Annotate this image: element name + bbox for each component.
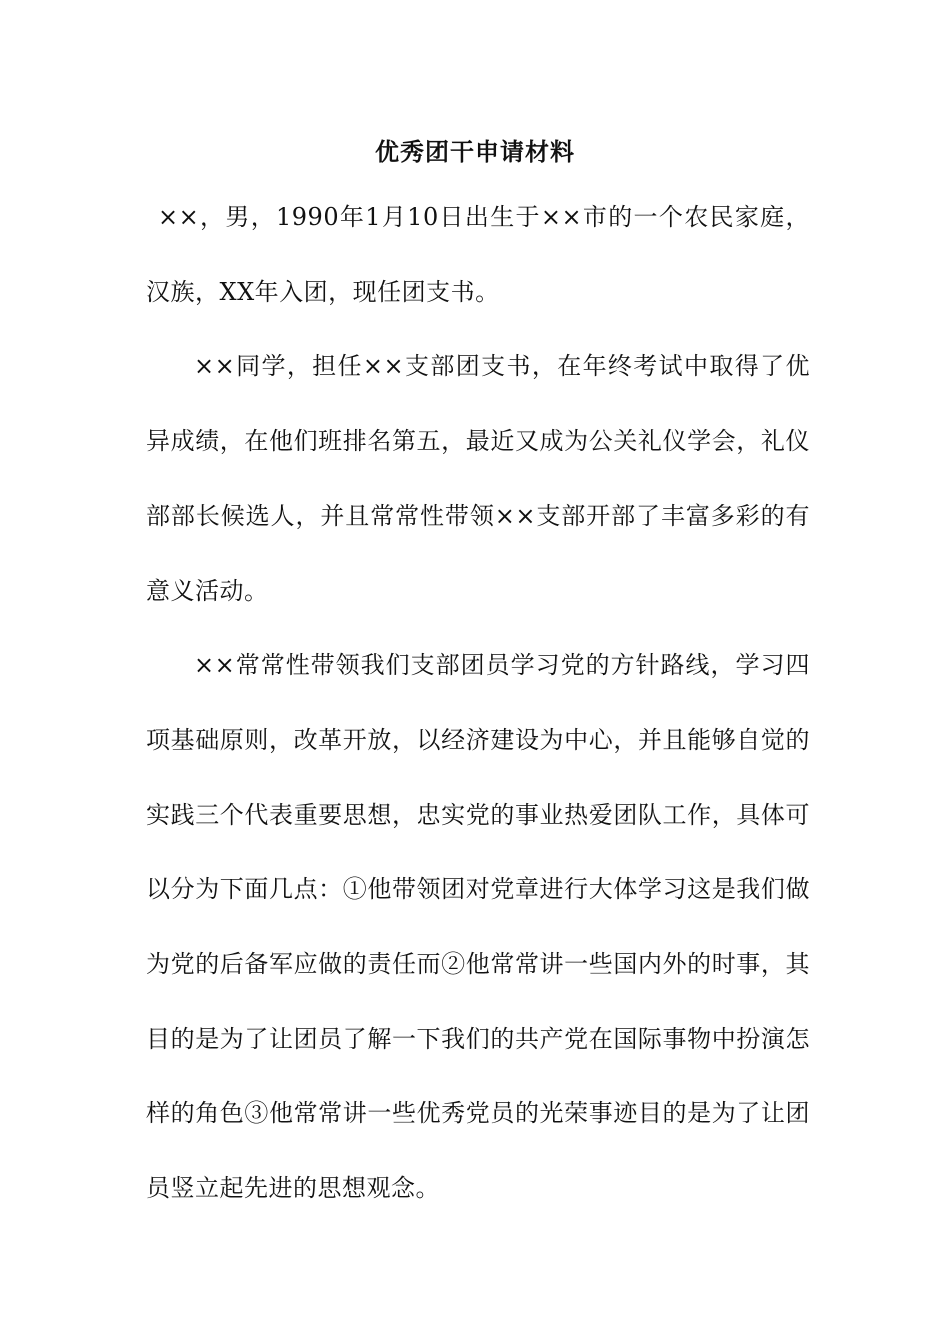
paragraph-personal-info: ××，男，1990年1月10日出生于××市的一个农民家庭，汉族，XX年入团，现任团支书。 [146, 203, 810, 306]
paragraph-leadership: ××常常性带领我们支部团员学习党的方针路线，学习四项基础原则，改革开放，以经济建设为中心，并且能够自觉的实践三个代表重要思想，忠实党的事业热爱团队工作，具体可以分为下面几点：①他带领团对党章进行大体学习这是我们做为党的后备军应做的责任而②他常常讲一些国内外的时事，其目的是为了让团员了解一下我们的共产党在国际事物中扮演怎样的角色③他常常讲一些优秀党员的光荣事迹目的是为了让团员竖立起先进的思想观念。 [146, 651, 810, 1203]
paragraph-achievements: ××同学，担任××支部团支书，在年终考试中取得了优异成绩，在他们班排名第五，最近又成为公关礼仪学会，礼仪部部长候选人，并且常常性带领××支部开部了丰富多彩的有意义活动。 [146, 352, 810, 605]
document-body [146, 180, 810, 1226]
page-title: 优秀团干申请材料 [375, 137, 575, 166]
